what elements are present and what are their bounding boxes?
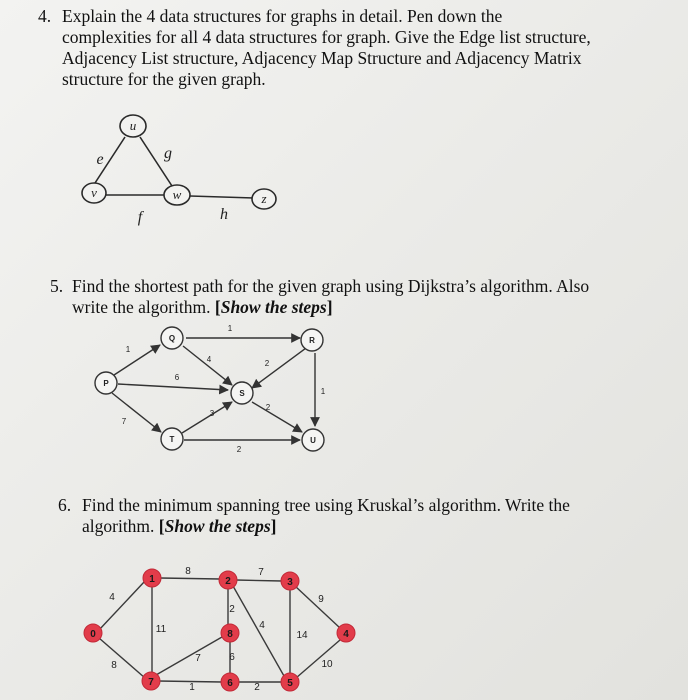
weight-QS: 4 xyxy=(206,355,212,364)
weight-0-7: 8 xyxy=(111,660,117,671)
edge-g-label: g xyxy=(164,145,172,162)
edge-h-label: h xyxy=(220,206,228,223)
question-4-number: 4. xyxy=(38,6,52,26)
weight-1-2: 8 xyxy=(185,566,191,577)
weight-4-5: 10 xyxy=(321,659,333,670)
edge-2-5 xyxy=(233,586,284,676)
node-2-label: 2 xyxy=(225,576,231,587)
weight-TU: 2 xyxy=(236,445,242,454)
question-4-line-1: Explain the 4 data structures for graphs in detail. Pen down the xyxy=(62,6,503,26)
question-5-line-2-text: write the algorithm. xyxy=(72,297,215,317)
edge-f-label: f xyxy=(137,209,143,226)
weight-PQ: 1 xyxy=(125,345,131,354)
edge-4-5 xyxy=(296,640,340,678)
weight-RS: 2 xyxy=(264,359,270,368)
question-6-number: 6. xyxy=(58,495,72,515)
question-5-bracket-open: [ xyxy=(214,297,221,317)
weight-PS: 6 xyxy=(174,373,180,382)
weight-3-4: 9 xyxy=(318,594,324,605)
weight-QR: 1 xyxy=(227,324,233,333)
node-T-label: T xyxy=(169,435,175,444)
weight-3-5: 14 xyxy=(296,630,308,641)
node-R-label: R xyxy=(309,336,315,345)
node-3-label: 3 xyxy=(287,577,293,588)
question-5-number: 5. xyxy=(50,276,64,296)
edge-1-2 xyxy=(160,578,220,579)
node-8-label: 8 xyxy=(227,629,233,640)
node-1-label: 1 xyxy=(149,574,155,585)
weight-5-6: 2 xyxy=(254,682,260,693)
question-5-line-1: Find the shortest path for the given graph using Dijkstra’s algorithm. Also xyxy=(72,276,590,296)
weight-2-5: 4 xyxy=(259,620,265,631)
weight-TS: 3 xyxy=(209,409,215,418)
question-4-line-2: complexities for all 4 data structures for graph. Give the Edge list structure, xyxy=(62,27,591,47)
edge-e-label: e xyxy=(96,151,104,168)
edge-7-8 xyxy=(156,637,222,675)
node-u-label: u xyxy=(129,118,137,133)
question-5-bracket-close: ] xyxy=(326,297,333,317)
node-P-label: P xyxy=(103,379,109,388)
question-6-line-2-text: algorithm. xyxy=(82,516,159,536)
weight-2-8: 2 xyxy=(229,604,235,615)
node-z-label: z xyxy=(261,191,267,206)
question-6-bracket-close: ] xyxy=(270,516,277,536)
weight-1-7: 11 xyxy=(155,624,167,635)
question-4-line-3: Adjacency List structure, Adjacency Map Structure and Adjacency Matrix xyxy=(62,48,582,68)
node-4-label: 4 xyxy=(343,629,349,640)
edge-3-4 xyxy=(295,586,340,628)
weight-7-8: 7 xyxy=(195,653,201,664)
weight-PT: 7 xyxy=(121,417,127,426)
question-5-emphasis: Show the steps xyxy=(220,297,327,317)
weight-7-6: 1 xyxy=(189,682,195,693)
node-w-label: w xyxy=(172,187,182,202)
question-4-line-4: structure for the given graph. xyxy=(62,69,266,89)
node-v-label: v xyxy=(91,185,97,200)
weight-RU: 1 xyxy=(320,387,326,396)
weight-6-8: 6 xyxy=(229,652,235,663)
edge-2-3 xyxy=(236,580,282,581)
node-Q-label: Q xyxy=(168,334,176,343)
node-0-label: 0 xyxy=(90,629,96,640)
question-6-bracket-open: [ xyxy=(158,516,165,536)
node-S-label: S xyxy=(239,389,245,398)
question-6-emphasis: Show the steps xyxy=(164,516,271,536)
question-6-line-1: Find the minimum spanning tree using Kruskal’s algorithm. Write the xyxy=(82,495,570,515)
weight-0-1: 4 xyxy=(109,592,115,603)
edge-0-1 xyxy=(99,581,145,630)
weight-2-3: 7 xyxy=(258,567,264,578)
edge-0-7 xyxy=(99,638,145,678)
node-U-label: U xyxy=(310,436,316,445)
node-7-label: 7 xyxy=(148,677,154,688)
weight-SU: 2 xyxy=(265,403,271,412)
node-5-label: 5 xyxy=(287,678,293,689)
node-6-label: 6 xyxy=(227,678,233,689)
